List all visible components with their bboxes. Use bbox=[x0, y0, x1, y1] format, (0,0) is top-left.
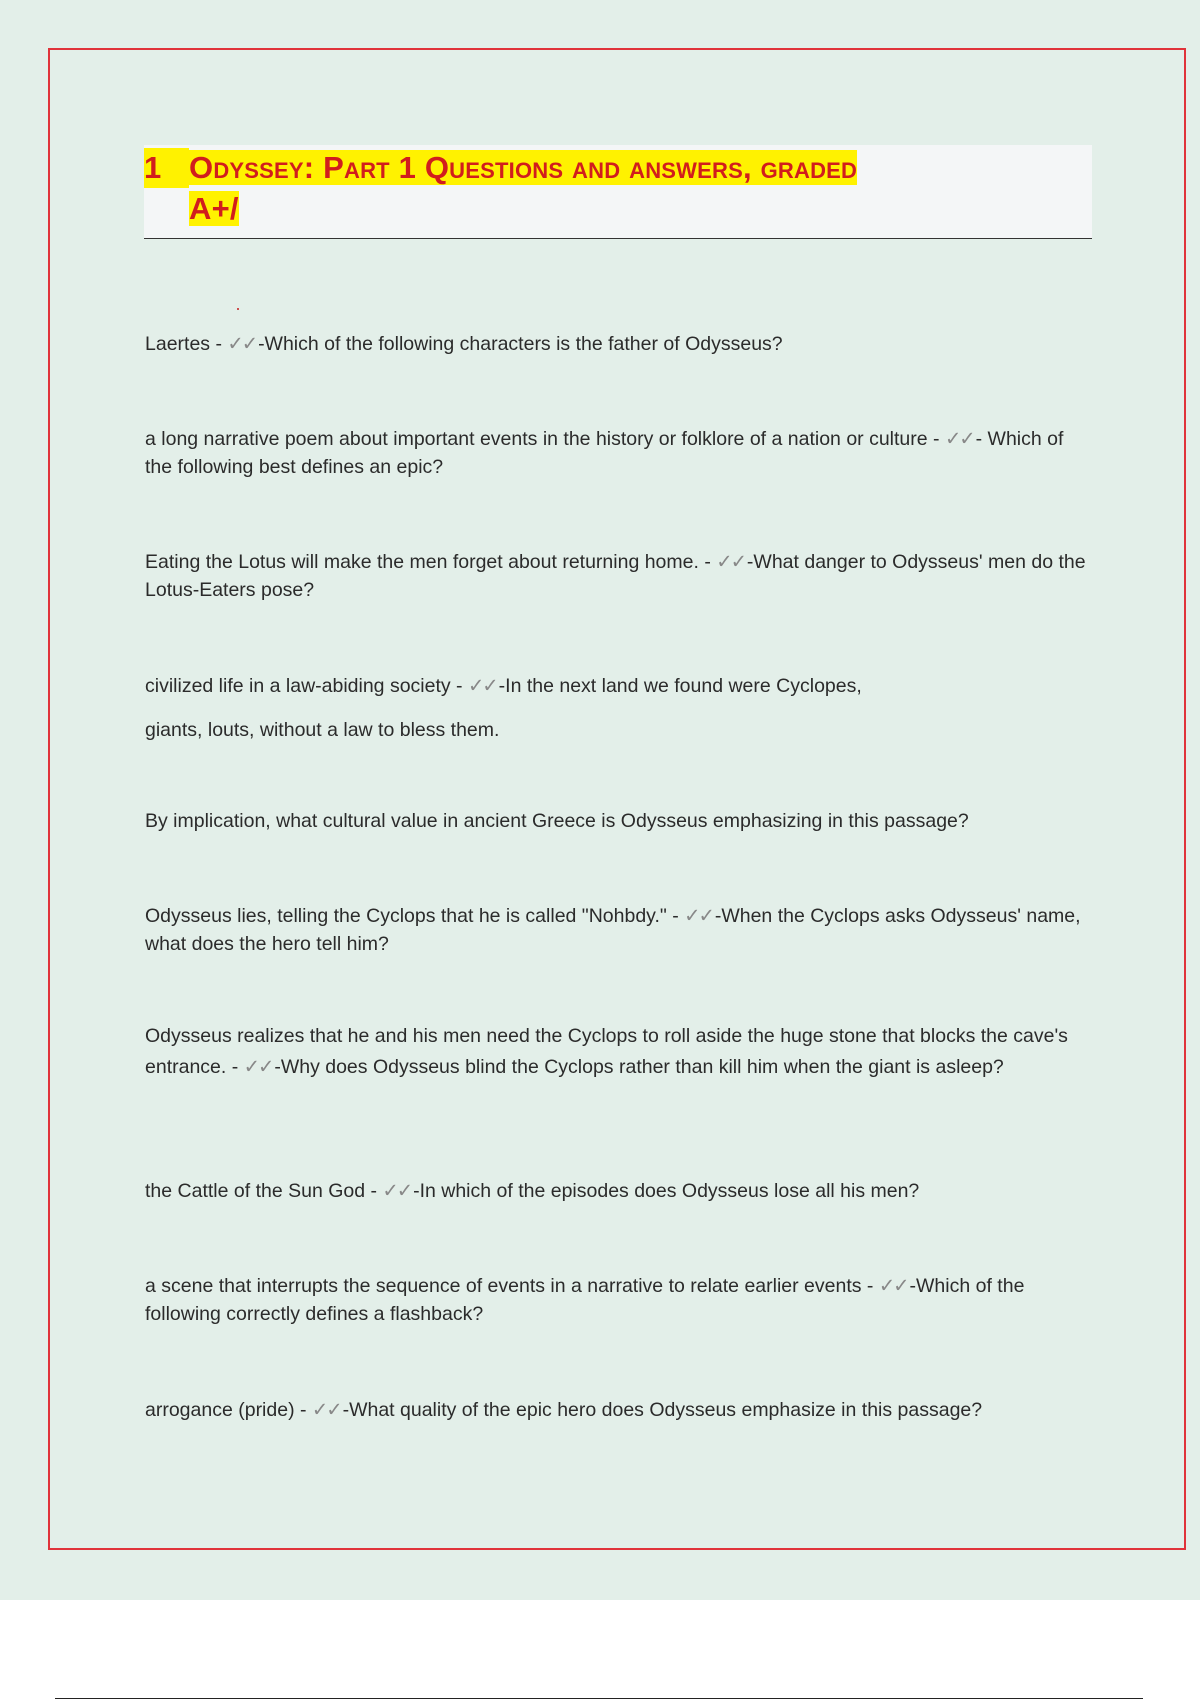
qa-answer: civilized life in a law-abiding society - bbox=[145, 675, 468, 697]
footer-divider bbox=[55, 1698, 1143, 1699]
qa-item bbox=[145, 1272, 1090, 1328]
double-check-icon: ✓✓ bbox=[878, 1275, 908, 1297]
qa-item bbox=[145, 1177, 1090, 1205]
qa-item bbox=[145, 902, 1090, 958]
double-check-icon: ✓✓ bbox=[227, 333, 257, 355]
qa-answer: arrogance (pride) - bbox=[145, 1399, 312, 1421]
qa-question: - Which of the following best defines an epic? bbox=[145, 428, 1064, 478]
double-check-icon: ✓✓ bbox=[716, 551, 745, 573]
qa-continuation: giants, louts, without a law to bless them. bbox=[145, 719, 500, 741]
qa-item bbox=[145, 1021, 1090, 1083]
qa-question: -Why does Odysseus blind the Cyclops rather than kill him when the giant is asleep? bbox=[274, 1056, 1004, 1078]
qa-question: -Which of the following correctly defines a flashback? bbox=[145, 1275, 1025, 1325]
heading-number: 1 bbox=[144, 148, 189, 188]
qa-question: -What danger to Odysseus' men do the Lotus-Eaters pose? bbox=[145, 551, 1086, 601]
qa-answer: Eating the Lotus will make the men forget about returning home. - bbox=[145, 551, 717, 573]
qa-item bbox=[145, 548, 1090, 604]
qa-item bbox=[145, 1396, 1090, 1424]
qa-item bbox=[145, 425, 1090, 481]
title-block bbox=[144, 145, 1092, 239]
double-check-icon: ✓✓ bbox=[944, 428, 974, 450]
qa-question: -In which of the episodes does Odysseus lose all his men? bbox=[413, 1180, 920, 1202]
heading-line-1 bbox=[189, 148, 857, 188]
double-check-icon: ✓✓ bbox=[382, 1180, 412, 1202]
qa-question: -Which of the following characters is the father of Odysseus? bbox=[258, 333, 783, 355]
double-check-icon: ✓✓ bbox=[243, 1056, 273, 1078]
qa-answer: a scene that interrupts the sequence of events in a narrative to relate earlier events - bbox=[145, 1275, 879, 1297]
qa-answer: Odysseus lies, telling the Cyclops that he is called "Nohbdy." - bbox=[145, 905, 685, 927]
qa-question: -When the Cyclops asks Odysseus' name, what does the hero tell him? bbox=[145, 905, 1081, 955]
heading-text-1: Odyssey: Part 1 Questions and answers, graded bbox=[189, 150, 858, 185]
qa-answer: Odysseus realizes that he and his men need the Cyclops to roll aside the huge stone that blocks the cave's entrance. - bbox=[145, 1025, 1068, 1078]
qa-item bbox=[145, 330, 1090, 358]
qa-answer: Laertes - bbox=[145, 333, 228, 355]
double-check-icon: ✓✓ bbox=[684, 905, 713, 927]
heading-text-2: A+/ bbox=[189, 191, 239, 226]
qa-item bbox=[145, 672, 1090, 700]
double-check-icon: ✓✓ bbox=[311, 1399, 341, 1421]
qa-answer: a long narrative poem about important events in the history or folklore of a nation or culture - bbox=[145, 428, 945, 450]
qa-answer: the Cattle of the Sun God - bbox=[145, 1180, 383, 1202]
qa-question: -In the next land we found were Cyclopes, bbox=[498, 675, 862, 697]
red-dot-mark bbox=[237, 308, 239, 310]
qa-question: -What quality of the epic hero does Odysseus emphasize in this passage? bbox=[342, 1399, 983, 1421]
heading-line-2 bbox=[189, 189, 239, 229]
double-check-icon: ✓✓ bbox=[467, 675, 497, 697]
qa-question-line: By implication, what cultural value in ancient Greece is Odysseus emphasizing in this passage? bbox=[145, 810, 969, 832]
